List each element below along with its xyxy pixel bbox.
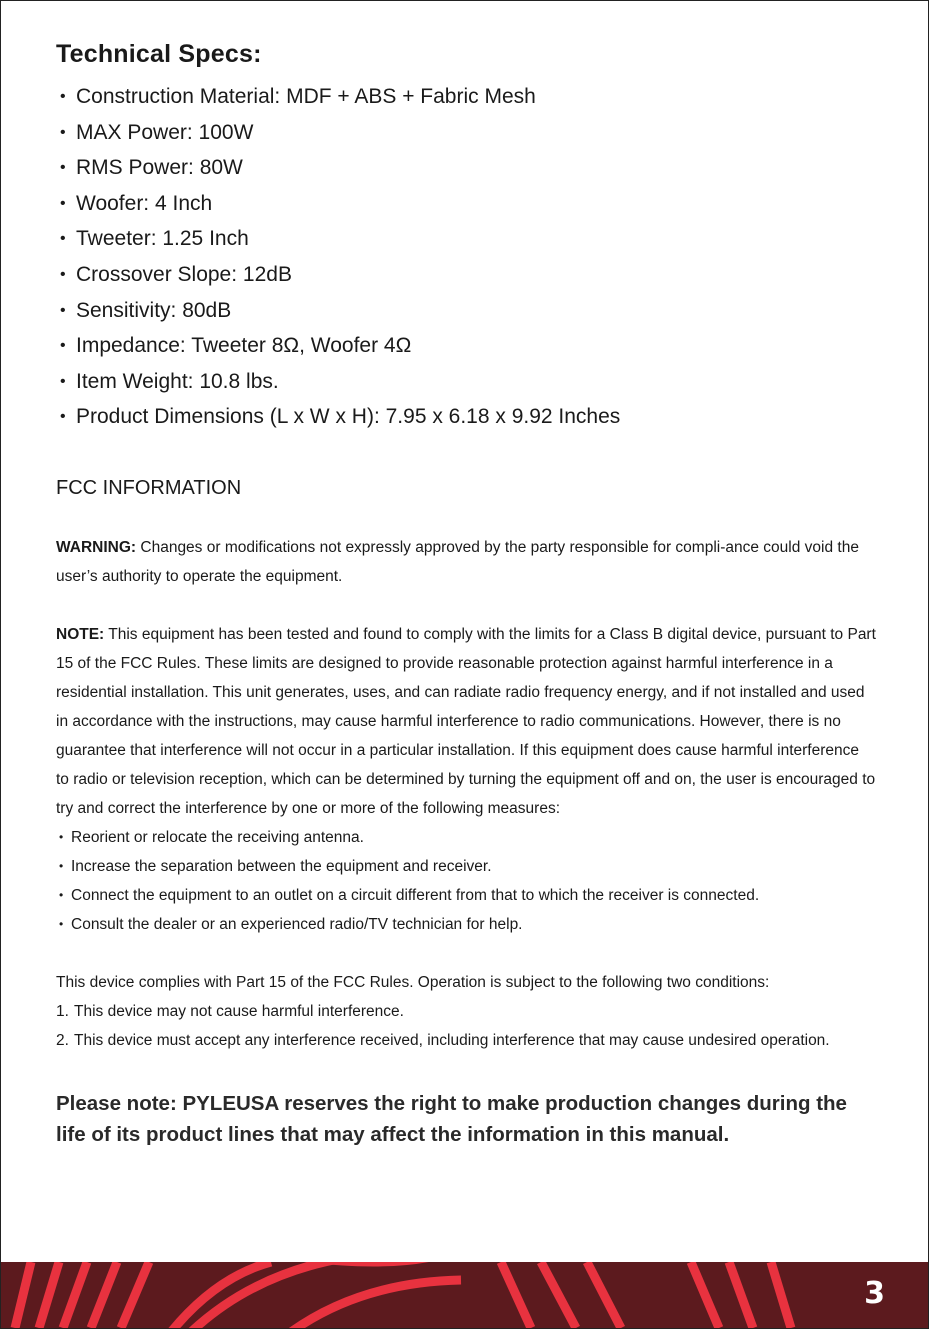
spec-item: • Woofer: 4 Inch: [56, 186, 876, 222]
spec-item: • Tweeter: 1.25 Inch: [56, 221, 876, 257]
footer-arc: [501, 1262, 531, 1328]
spec-item: • RMS Power: 80W: [56, 150, 876, 186]
footer-arc: [91, 1262, 117, 1328]
page-number: 3: [864, 1276, 885, 1311]
footer-arc-pattern: [1, 1262, 928, 1328]
footer-arc: [729, 1262, 753, 1328]
specs-list: [56, 79, 876, 435]
footer-arc: [63, 1262, 87, 1328]
measure-item: • Reorient or relocate the receiving antenna.: [56, 823, 876, 852]
condition-text: This device may not cause harmful interference.: [74, 1002, 404, 1020]
condition-item: [56, 1026, 876, 1055]
warning-paragraph: [56, 533, 876, 591]
manual-page-content: [56, 40, 876, 1170]
footer-arc: [171, 1262, 271, 1328]
please-note: Please note: PYLEUSA reserves the right to make production changes during the life of its product lines that may affect the information in this manual.: [56, 1091, 847, 1146]
footer-arc: [15, 1262, 31, 1328]
note-paragraph: [56, 620, 876, 823]
measures-list: [56, 823, 876, 939]
footer-arc: [121, 1262, 149, 1328]
spec-item: • MAX Power: 100W: [56, 115, 876, 151]
warning-label: WARNING:: [56, 538, 137, 556]
fcc-title: FCC INFORMATION: [56, 476, 242, 499]
spec-item: • Sensitivity: 80dB: [56, 293, 876, 329]
spec-item: • Product Dimensions (L x W x H): 7.95 x 6.18 x 9.92 Inches: [56, 399, 876, 435]
warning-text: Changes or modifications not expressly approved by the party responsible for compli-ance could void the user’s authority to operate the equipment.: [56, 538, 859, 585]
footer-band: [1, 1262, 928, 1328]
footer-arc: [691, 1262, 719, 1328]
note-text: This equipment has been tested and found to comply with the limits for a Class B digital device, pursuant to Part 15 of the FCC Rules. These limits are designed to provide reasonable protection against harmful interference in a residential installation. This unit generates, uses, and can radiate radio frequency energy, and if not installed and used in accordance with the instructions, may cause harmful interference to radio communications. However, there is no guarantee that interference will not occur in a particular installation. If this equipment does cause harmful interference to radio or television reception, which can be determined by turning the equipment off and on, the user is encouraged to try and correct the interference by one or more of the following measures:: [56, 625, 876, 817]
specs-title: Technical Specs:: [56, 40, 262, 68]
complies-paragraph: This device complies with Part 15 of the FCC Rules. Operation is subject to the following two conditions:: [56, 973, 770, 991]
condition-number: 2.: [56, 1031, 69, 1049]
measure-item: • Increase the separation between the equipment and receiver.: [56, 852, 876, 881]
condition-number: 1.: [56, 1002, 69, 1020]
spec-item: • Impedance: Tweeter 8Ω, Woofer 4Ω: [56, 328, 876, 364]
measure-item: • Consult the dealer or an experienced radio/TV technician for help.: [56, 910, 876, 939]
spec-item: • Construction Material: MDF + ABS + Fabric Mesh: [56, 79, 876, 115]
condition-text: This device must accept any interference received, including interference that may cause undesired operation.: [74, 1031, 830, 1049]
conditions-list: [56, 997, 876, 1055]
footer-arc: [771, 1262, 791, 1328]
spec-item: • Crossover Slope: 12dB: [56, 257, 876, 293]
footer-arc: [291, 1280, 461, 1328]
measure-item: • Connect the equipment to an outlet on a circuit different from that to which the receiver is connected.: [56, 881, 876, 910]
note-label: NOTE:: [56, 625, 105, 643]
spec-item: • Item Weight: 10.8 lbs.: [56, 364, 876, 400]
footer-arc: [587, 1262, 621, 1328]
footer-arc: [39, 1262, 59, 1328]
condition-item: [56, 997, 876, 1026]
footer-arc: [541, 1262, 576, 1328]
footer-arcs: [15, 1262, 791, 1328]
